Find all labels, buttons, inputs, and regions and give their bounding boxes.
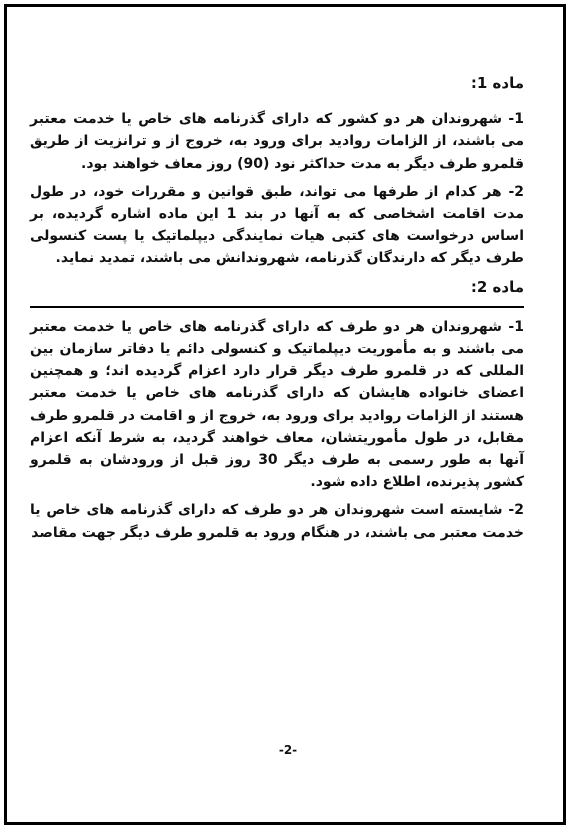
- article-1-paragraph-1: 1- شهروندان هر دو کشور که دارای گذرنامه های خاص یا خدمت معتبر می باشند، از الزامات روادید برای ورود به، خروج از و ترانزیت از طریق قلمرو طرف دیگر به مدت حداکثر نود (90) روز معاف خواهند بود.: [30, 111, 524, 172]
- document-body: [30, 72, 524, 550]
- article-1-heading: ماده 1:: [470, 74, 524, 92]
- article-2-heading: ماده 2:: [470, 277, 524, 296]
- article-2-paragraph-1: 1- شهروندان هر دو طرف که دارای گذرنامه های خاص یا خدمت معتبر می باشند و به مأموریت دیپلماتیک و کنسولی دائم یا دفاتر سازمان بین المللی که در قلمرو طرف دیگر قرار دارد اعزام گردیده اند؛ و همچنین اعضای خانواده هایشان که دارای گذرنامه های خاص یا خدمت معتبر هستند از الزامات روادید برای ورود به، خروج از و اقامت در قلمرو طرف مقابل، در طول مأموریتشان، معاف خواهند گردید، به شرط آنکه اعزام آنها به طور رسمی به طرف دیگر 30 روز قبل از ورودشان به قلمرو کشور پذیرنده، اطلاع داده شود.: [30, 318, 524, 491]
- article-1-paragraph-2: 2- هر کدام از طرفها می تواند، طبق قوانین و مقررات خود، در طول مدت اقامت اشخاصی که به آنها در بند 1 این ماده اشاره گردیده، بر اساس درخواست های کتبی هیات نمایندگی دیپلماتیک یا پست کنسولی طرف دیگر که دارندگان گذرنامه، شهروندانش می باشند، تمدید نماید.: [30, 183, 524, 267]
- article-2-paragraph-2: 2- شایسته است شهروندان هر دو طرف که دارای گذرنامه های خاص یا خدمت معتبر می باشند، در هنگام ورود به قلمرو طرف دیگر جهت مقاصد: [30, 502, 524, 541]
- page-number: -2-: [278, 743, 298, 757]
- section-divider: [30, 306, 524, 308]
